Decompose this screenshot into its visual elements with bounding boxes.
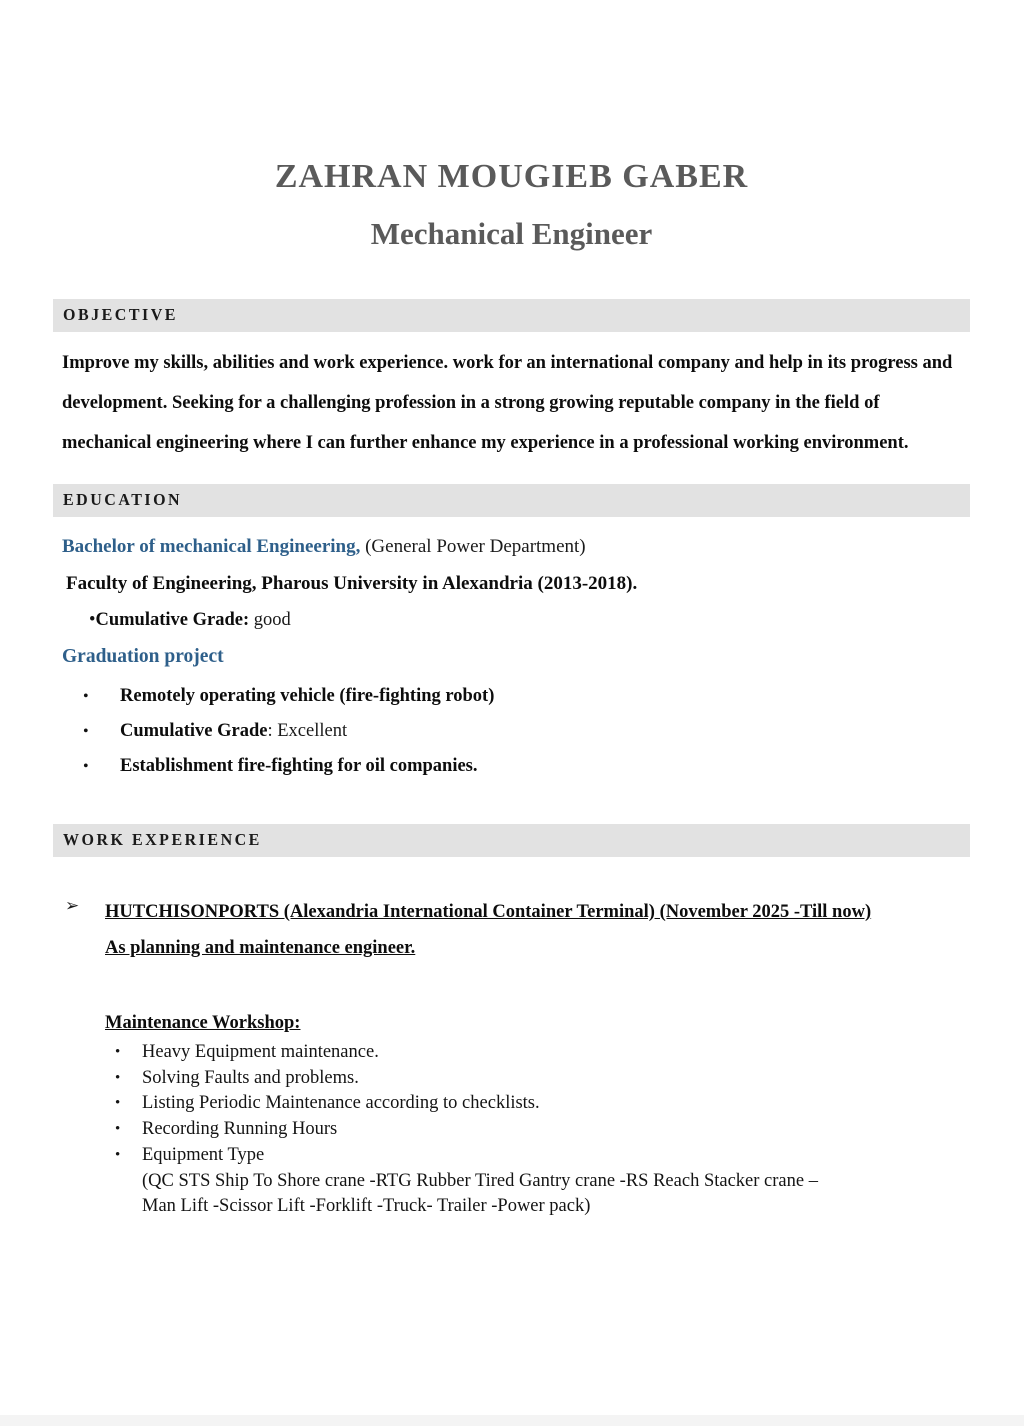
list-item: [53, 679, 970, 714]
list-item: [53, 1143, 970, 1169]
bullet-icon: •: [115, 1044, 121, 1060]
bullet-icon: •: [83, 723, 89, 740]
bullet-icon: •: [115, 1095, 121, 1112]
candidate-name: ZAHRAN MOUGIEB GABER: [274, 158, 749, 195]
duty-text: Equipment Type: [142, 1144, 265, 1165]
project-bullet-bold: Establishment fire-fighting for oil companies.: [120, 756, 478, 776]
project-bullet-bold: Cumulative Grade: [120, 721, 268, 741]
project-bullet-normal: : Excellent: [267, 721, 348, 741]
duty-text: Heavy Equipment maintenance.: [142, 1042, 379, 1062]
workshop-duty-list: [53, 1040, 970, 1219]
education-degree-note: (General Power Department): [360, 536, 586, 557]
objective-text: Improve my skills, abilities and work experience. work for an international company and help in its progress and development. Seeking for a challenging profession in a strong growing reputable company in the field of mechanical engineering where I can further enhance my experience in a professional working environment.: [62, 353, 953, 453]
section-header-objective-label: OBJECTIVE: [63, 306, 178, 324]
bullet-icon: •: [115, 1146, 121, 1163]
page-bottom-edge: [0, 1415, 1024, 1426]
list-item: [53, 1091, 970, 1117]
duty-text: Recording Running Hours: [142, 1119, 338, 1140]
list-item: [53, 714, 970, 749]
equipment-detail-line: (QC STS Ship To Shore crane -RTG Rubber Tired Gantry crane -RS Reach Stacker crane –: [142, 1170, 818, 1191]
bullet-icon: •: [115, 1069, 121, 1086]
section-header-education: [53, 484, 970, 517]
workshop-heading: Maintenance Workshop:: [105, 1013, 301, 1033]
education-grade-label: Cumulative Grade:: [95, 610, 250, 630]
list-item: [53, 1040, 970, 1066]
section-header-objective: [53, 299, 970, 332]
section-header-education-label: EDUCATION: [63, 491, 183, 509]
graduation-project-list: [53, 679, 970, 784]
employer-entry: [53, 894, 970, 966]
education-degree-line: [53, 528, 970, 565]
bullet-icon: •: [83, 758, 89, 775]
bullet-icon: •: [89, 610, 96, 630]
employer-line: HUTCHISONPORTS (Alexandria International Container Terminal) (November 2025 -Till now): [105, 902, 872, 922]
employer-lines: [105, 894, 970, 966]
equipment-detail-line: Man Lift -Scissor Lift -Forklift -Truck- Trailer -Power pack): [142, 1195, 591, 1216]
section-header-work-experience: [53, 824, 970, 857]
list-item: [53, 1117, 970, 1143]
role-line: As planning and maintenance engineer.: [105, 938, 416, 958]
duty-text: Listing Periodic Maintenance according to checklists.: [142, 1093, 540, 1114]
list-item: [53, 749, 970, 784]
list-item: [53, 1066, 970, 1092]
duty-text: Solving Faults and problems.: [142, 1067, 359, 1088]
project-bullet-bold: Remotely operating vehicle (fire-fighting robot): [120, 686, 495, 706]
candidate-job-title: Mechanical Engineer: [370, 216, 653, 251]
bullet-icon: •: [83, 688, 89, 705]
resume-content: [0, 158, 1024, 1219]
education-degree: Bachelor of mechanical Engineering,: [62, 536, 361, 557]
bullet-icon: •: [115, 1121, 121, 1138]
arrow-bullet-icon: ➢: [65, 896, 80, 915]
education-grade-value: good: [249, 610, 291, 630]
graduation-project-heading: Graduation project: [62, 646, 224, 667]
section-header-work-experience-label: WORK EXPERIENCE: [63, 831, 262, 849]
education-faculty-line: Faculty of Engineering, Pharous University in Alexandria (2013-2018).: [66, 573, 638, 594]
education-grade-line: [53, 602, 970, 639]
